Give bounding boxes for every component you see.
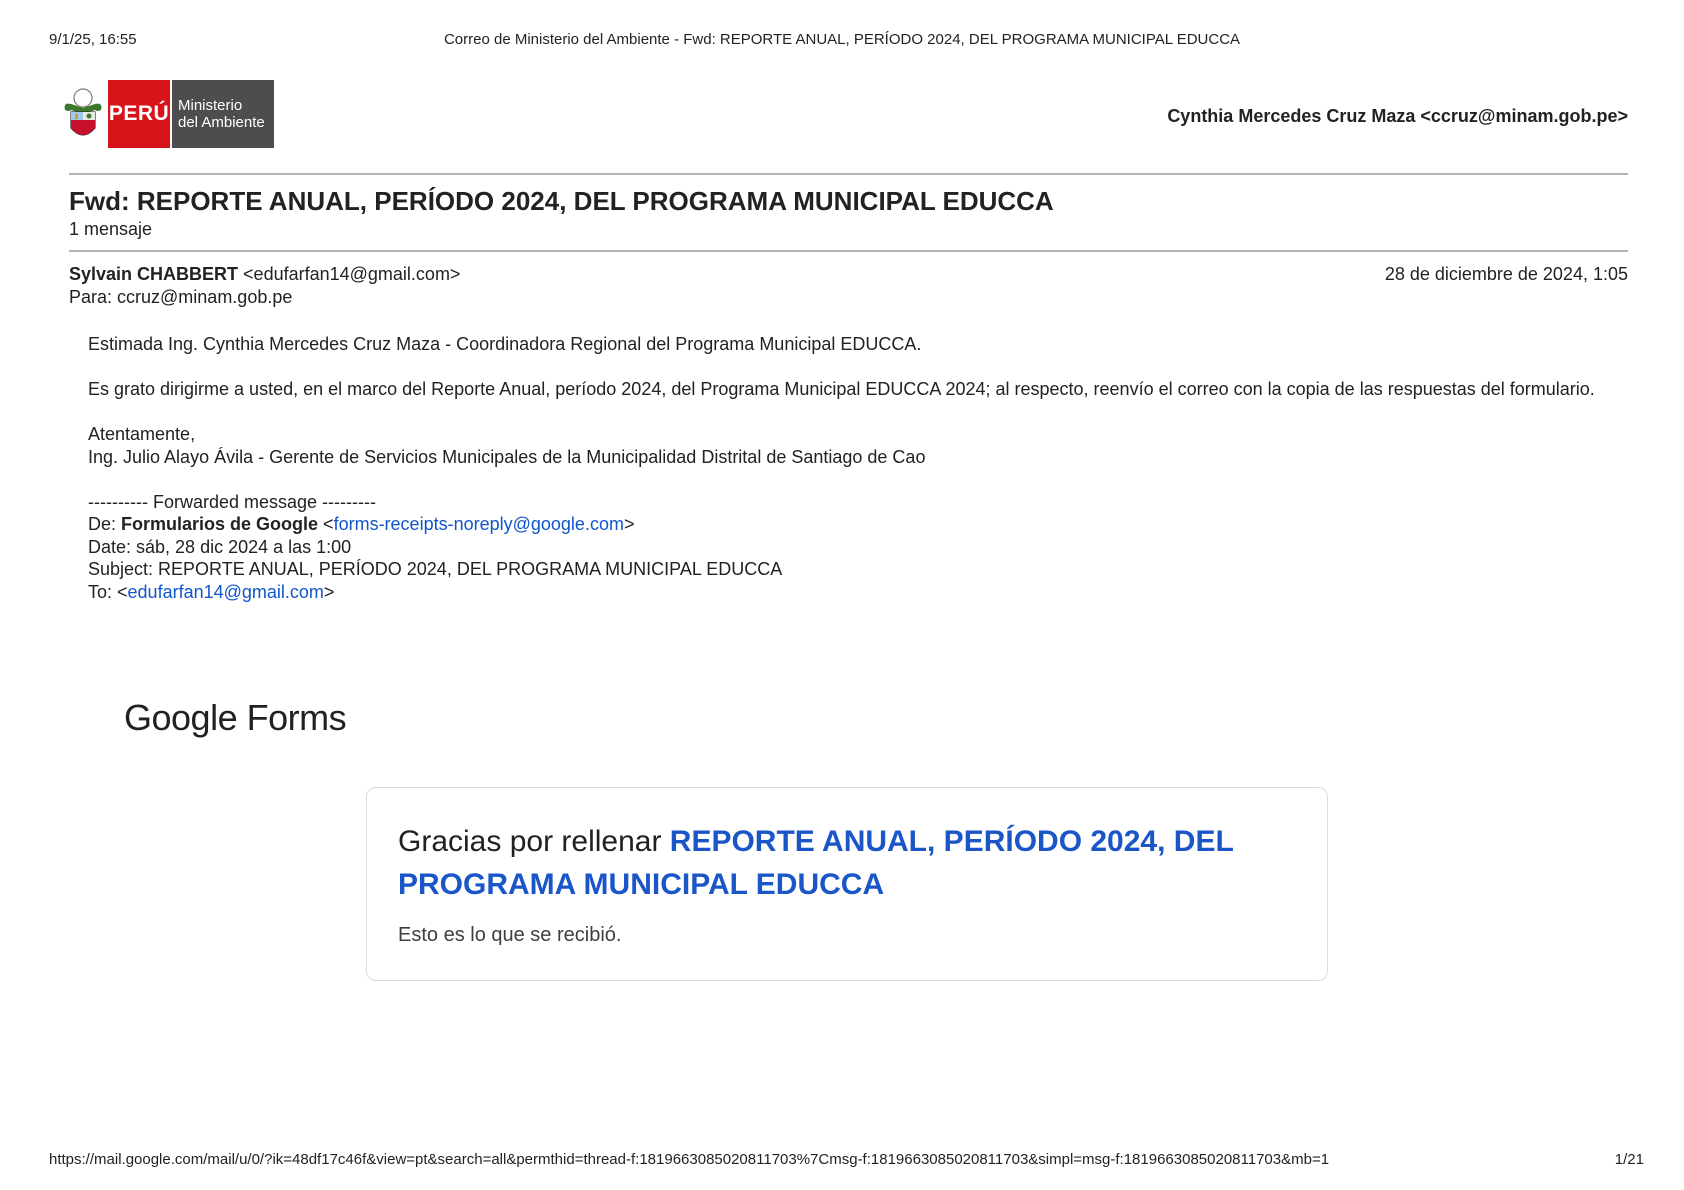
forwarded-from: De: Formularios de Google <forms-receipts-noreply@google.com> — [88, 514, 635, 534]
greeting: Estimada Ing. Cynthia Mercedes Cruz Maza - Coordinadora Regional del Programa Municipal EDUCCA. — [88, 334, 922, 354]
sender-email: <edufarfan14@gmail.com> — [243, 264, 461, 284]
message-sender — [69, 264, 460, 285]
subject-divider — [69, 250, 1628, 252]
print-datetime: 9/1/25, 16:55 — [49, 31, 137, 48]
forwarded-from-name: Formularios de Google — [121, 514, 319, 534]
ministerio-logo — [58, 80, 274, 148]
forwarded-to: To: <edufarfan14@gmail.com> — [88, 581, 335, 602]
message-body — [88, 333, 1628, 603]
thread-subject: Fwd: REPORTE ANUAL, PERÍODO 2024, DEL PROGRAMA MUNICIPAL EDUCCA — [69, 186, 1054, 216]
body-paragraph: Es grato dirigirme a usted, en el marco del Reporte Anual, período 2024, del Programa Municipal EDUCCA 2024; al respecto, reenvío el correo con la copia de las respuestas del formulario. — [88, 379, 1595, 399]
form-name-link[interactable]: REPORTE ANUAL, PERÍODO 2024, DEL PROGRAMA MUNICIPAL EDUCCA — [398, 825, 1234, 901]
forwarded-subject: Subject: REPORTE ANUAL, PERÍODO 2024, DEL PROGRAMA MUNICIPAL EDUCCA — [88, 559, 783, 579]
forwarded-separator: ---------- Forwarded message --------- — [88, 491, 376, 512]
signature: Ing. Julio Alayo Ávila - Gerente de Servicios Municipales de la Municipalidad Distrital de Santiago de Cao — [88, 446, 926, 467]
logo-ministry-line1: Ministerio — [178, 97, 243, 114]
message-date: 28 de diciembre de 2024, 1:05 — [1384, 264, 1628, 284]
thanks-prefix: Gracias por rellenar — [398, 825, 670, 858]
header-divider — [69, 173, 1628, 175]
confirmation-title — [398, 820, 1298, 906]
google-wordmark: Google — [124, 697, 238, 738]
google-forms-logo — [124, 697, 346, 739]
forms-wordmark: Forms — [246, 697, 347, 738]
closing: Atentamente, — [88, 424, 196, 444]
print-title: Correo de Ministerio del Ambiente - Fwd: REPORTE ANUAL, PERÍODO 2024, DEL PROGRAMA MUNICIPAL EDUCCA — [443, 31, 1241, 48]
forwarded-to-email-link[interactable]: edufarfan14@gmail.com — [127, 581, 324, 602]
received-text: Esto es lo que se recibió. — [398, 924, 622, 946]
print-footer-url: https://mail.google.com/mail/u/0/?ik=48df17c46f&view=pt&search=all&permthid=thread-f:1819663085020811703%7Cmsg-f:1819663085020811703&simpl=msg-f:1819663085020811703&mb=1 — [49, 1151, 1330, 1168]
logo-ministry-line2: del Ambiente — [178, 114, 265, 131]
peru-coat-of-arms-icon — [58, 80, 108, 148]
sender-name: Sylvain CHABBERT — [69, 264, 239, 284]
account-name: Cynthia Mercedes Cruz Maza <ccruz@minam.gob.pe> — [1167, 106, 1628, 126]
forwarded-date: Date: sáb, 28 dic 2024 a las 1:00 — [88, 536, 352, 557]
logo-ministry — [170, 80, 274, 148]
message-count: 1 mensaje — [69, 219, 153, 239]
message-recipient: Para: ccruz@minam.gob.pe — [69, 287, 293, 307]
forwarded-from-email-link[interactable]: forms-receipts-noreply@google.com — [333, 514, 624, 534]
page-number: 1/21 — [1614, 1151, 1644, 1168]
logo-country: PERÚ — [108, 80, 170, 148]
